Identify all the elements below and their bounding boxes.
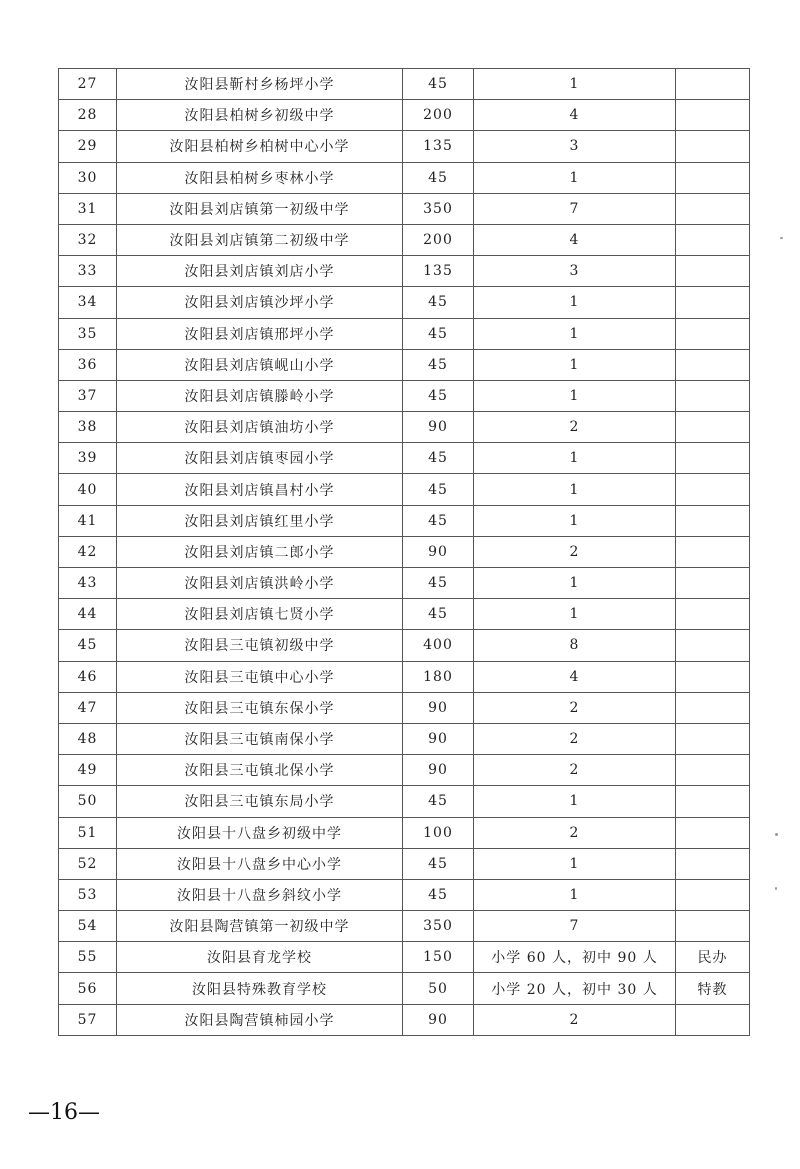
row-number-cell: 34	[59, 287, 117, 318]
table-row	[59, 349, 750, 380]
row-number-cell: 30	[59, 162, 117, 193]
row-number-cell: 47	[59, 692, 117, 723]
school-name-cell: 汝阳县刘店镇二郎小学	[117, 536, 403, 567]
remark-cell	[676, 443, 750, 474]
table-row	[59, 318, 750, 349]
table-row	[59, 287, 750, 318]
remark-cell	[676, 380, 750, 411]
remark-cell	[676, 848, 750, 879]
class-count-cell: 1	[474, 318, 676, 349]
row-number-cell: 31	[59, 193, 117, 224]
student-count-cell: 45	[403, 786, 474, 817]
class-count-cell: 2	[474, 723, 676, 754]
row-number-cell: 55	[59, 942, 117, 973]
class-count-cell: 4	[474, 661, 676, 692]
student-count-cell: 200	[403, 224, 474, 255]
table-row	[59, 193, 750, 224]
student-count-cell: 45	[403, 599, 474, 630]
student-count-cell: 45	[403, 69, 474, 100]
student-count-cell: 45	[403, 318, 474, 349]
table-row	[59, 630, 750, 661]
remark-cell	[676, 474, 750, 505]
class-count-cell: 1	[474, 287, 676, 318]
row-number-cell: 51	[59, 817, 117, 848]
class-count-cell: 1	[474, 879, 676, 910]
school-name-cell: 汝阳县刘店镇昌村小学	[117, 474, 403, 505]
school-name-cell: 汝阳县陶营镇第一初级中学	[117, 911, 403, 942]
student-count-cell: 45	[403, 505, 474, 536]
row-number-cell: 29	[59, 131, 117, 162]
class-count-cell: 7	[474, 911, 676, 942]
student-count-cell: 50	[403, 973, 474, 1004]
row-number-cell: 46	[59, 661, 117, 692]
table-row	[59, 786, 750, 817]
student-count-cell: 90	[403, 692, 474, 723]
class-count-cell: 4	[474, 224, 676, 255]
class-count-cell: 1	[474, 786, 676, 817]
school-name-cell: 汝阳县育龙学校	[117, 942, 403, 973]
table-row	[59, 817, 750, 848]
student-count-cell: 45	[403, 568, 474, 599]
student-count-cell: 45	[403, 349, 474, 380]
student-count-cell: 135	[403, 131, 474, 162]
student-count-cell: 400	[403, 630, 474, 661]
student-count-cell: 45	[403, 162, 474, 193]
school-name-cell: 汝阳县刘店镇邢坪小学	[117, 318, 403, 349]
school-name-cell: 汝阳县陶营镇柿园小学	[117, 1004, 403, 1035]
table-row	[59, 723, 750, 754]
remark-cell	[676, 69, 750, 100]
school-name-cell: 汝阳县十八盘乡中心小学	[117, 848, 403, 879]
remark-cell	[676, 318, 750, 349]
table-row	[59, 162, 750, 193]
remark-cell	[676, 1004, 750, 1035]
school-name-cell: 汝阳县刘店镇七贤小学	[117, 599, 403, 630]
school-table-container	[58, 68, 749, 1036]
row-number-cell: 42	[59, 536, 117, 567]
student-count-cell: 150	[403, 942, 474, 973]
remark-cell	[676, 817, 750, 848]
row-number-cell: 36	[59, 349, 117, 380]
table-row	[59, 599, 750, 630]
row-number-cell: 37	[59, 380, 117, 411]
school-name-cell: 汝阳县三屯镇初级中学	[117, 630, 403, 661]
class-count-cell: 1	[474, 443, 676, 474]
row-number-cell: 49	[59, 755, 117, 786]
class-count-cell: 1	[474, 69, 676, 100]
school-name-cell: 汝阳县三屯镇中心小学	[117, 661, 403, 692]
class-count-cell: 1	[474, 568, 676, 599]
remark-cell	[676, 100, 750, 131]
school-name-cell: 汝阳县柏树乡初级中学	[117, 100, 403, 131]
row-number-cell: 41	[59, 505, 117, 536]
student-count-cell: 90	[403, 723, 474, 754]
remark-cell	[676, 786, 750, 817]
remark-cell	[676, 911, 750, 942]
student-count-cell: 135	[403, 256, 474, 287]
row-number-cell: 44	[59, 599, 117, 630]
student-count-cell: 45	[403, 380, 474, 411]
school-name-cell: 汝阳县十八盘乡初级中学	[117, 817, 403, 848]
row-number-cell: 27	[59, 69, 117, 100]
class-count-cell: 2	[474, 412, 676, 443]
table-row	[59, 911, 750, 942]
school-name-cell: 汝阳县三屯镇南保小学	[117, 723, 403, 754]
student-count-cell: 90	[403, 755, 474, 786]
table-row	[59, 224, 750, 255]
student-count-cell: 350	[403, 911, 474, 942]
school-name-cell: 汝阳县刘店镇洪岭小学	[117, 568, 403, 599]
scan-speck	[775, 887, 777, 890]
school-name-cell: 汝阳县三屯镇东局小学	[117, 786, 403, 817]
school-name-cell: 汝阳县特殊教育学校	[117, 973, 403, 1004]
student-count-cell: 100	[403, 817, 474, 848]
remark-cell	[676, 568, 750, 599]
remark-cell	[676, 879, 750, 910]
class-count-cell: 8	[474, 630, 676, 661]
student-count-cell: 45	[403, 287, 474, 318]
class-count-cell: 1	[474, 848, 676, 879]
school-name-cell: 汝阳县三屯镇东保小学	[117, 692, 403, 723]
row-number-cell: 50	[59, 786, 117, 817]
row-number-cell: 28	[59, 100, 117, 131]
table-row	[59, 755, 750, 786]
table-row	[59, 848, 750, 879]
school-name-cell: 汝阳县十八盘乡斜纹小学	[117, 879, 403, 910]
row-number-cell: 35	[59, 318, 117, 349]
remark-cell	[676, 162, 750, 193]
row-number-cell: 53	[59, 879, 117, 910]
table-row	[59, 131, 750, 162]
class-count-cell: 3	[474, 131, 676, 162]
row-number-cell: 33	[59, 256, 117, 287]
remark-cell	[676, 755, 750, 786]
row-number-cell: 54	[59, 911, 117, 942]
scan-speck	[780, 237, 783, 239]
table-row	[59, 661, 750, 692]
table-row	[59, 380, 750, 411]
class-count-cell: 2	[474, 536, 676, 567]
remark-cell	[676, 661, 750, 692]
remark-cell	[676, 131, 750, 162]
remark-cell	[676, 224, 750, 255]
row-number-cell: 56	[59, 973, 117, 1004]
remark-cell	[676, 723, 750, 754]
remark-cell	[676, 412, 750, 443]
school-name-cell: 汝阳县刘店镇油坊小学	[117, 412, 403, 443]
table-row	[59, 474, 750, 505]
student-count-cell: 90	[403, 1004, 474, 1035]
class-count-cell: 2	[474, 1004, 676, 1035]
table-row	[59, 973, 750, 1004]
table-row	[59, 568, 750, 599]
class-count-cell: 2	[474, 692, 676, 723]
remark-cell: 民办	[676, 942, 750, 973]
row-number-cell: 48	[59, 723, 117, 754]
school-name-cell: 汝阳县刘店镇沙坪小学	[117, 287, 403, 318]
remark-cell	[676, 505, 750, 536]
remark-cell	[676, 536, 750, 567]
row-number-cell: 52	[59, 848, 117, 879]
table-row	[59, 443, 750, 474]
school-name-cell: 汝阳县柏树乡柏树中心小学	[117, 131, 403, 162]
school-name-cell: 汝阳县刘店镇第一初级中学	[117, 193, 403, 224]
row-number-cell: 32	[59, 224, 117, 255]
school-name-cell: 汝阳县靳村乡杨坪小学	[117, 69, 403, 100]
school-name-cell: 汝阳县刘店镇刘店小学	[117, 256, 403, 287]
table-row	[59, 412, 750, 443]
page-number: —16—	[28, 1100, 100, 1125]
student-count-cell: 45	[403, 443, 474, 474]
school-name-cell: 汝阳县刘店镇滕岭小学	[117, 380, 403, 411]
school-name-cell: 汝阳县柏树乡枣林小学	[117, 162, 403, 193]
row-number-cell: 38	[59, 412, 117, 443]
table-row	[59, 536, 750, 567]
school-name-cell: 汝阳县刘店镇枣园小学	[117, 443, 403, 474]
school-enrollment-table	[58, 68, 750, 1036]
class-count-cell: 1	[474, 474, 676, 505]
student-count-cell: 45	[403, 474, 474, 505]
class-count-cell: 1	[474, 380, 676, 411]
table-row	[59, 505, 750, 536]
remark-cell: 特教	[676, 973, 750, 1004]
class-count-cell: 1	[474, 599, 676, 630]
table-row	[59, 100, 750, 131]
class-count-cell: 小学 60 人，初中 90 人	[474, 942, 676, 973]
student-count-cell: 45	[403, 879, 474, 910]
remark-cell	[676, 349, 750, 380]
school-name-cell: 汝阳县刘店镇岘山小学	[117, 349, 403, 380]
student-count-cell: 45	[403, 848, 474, 879]
remark-cell	[676, 599, 750, 630]
remark-cell	[676, 692, 750, 723]
class-count-cell: 4	[474, 100, 676, 131]
class-count-cell: 7	[474, 193, 676, 224]
table-row	[59, 942, 750, 973]
student-count-cell: 90	[403, 412, 474, 443]
remark-cell	[676, 193, 750, 224]
class-count-cell: 2	[474, 755, 676, 786]
class-count-cell: 2	[474, 817, 676, 848]
table-row	[59, 256, 750, 287]
school-name-cell: 汝阳县三屯镇北保小学	[117, 755, 403, 786]
school-name-cell: 汝阳县刘店镇第二初级中学	[117, 224, 403, 255]
school-name-cell: 汝阳县刘店镇红里小学	[117, 505, 403, 536]
student-count-cell: 180	[403, 661, 474, 692]
remark-cell	[676, 630, 750, 661]
class-count-cell: 3	[474, 256, 676, 287]
student-count-cell: 350	[403, 193, 474, 224]
class-count-cell: 小学 20 人，初中 30 人	[474, 973, 676, 1004]
row-number-cell: 43	[59, 568, 117, 599]
table-body	[59, 69, 750, 1036]
table-row	[59, 692, 750, 723]
class-count-cell: 1	[474, 349, 676, 380]
student-count-cell: 90	[403, 536, 474, 567]
row-number-cell: 45	[59, 630, 117, 661]
row-number-cell: 57	[59, 1004, 117, 1035]
remark-cell	[676, 256, 750, 287]
table-row	[59, 69, 750, 100]
class-count-cell: 1	[474, 505, 676, 536]
table-row	[59, 879, 750, 910]
table-row	[59, 1004, 750, 1035]
student-count-cell: 200	[403, 100, 474, 131]
row-number-cell: 40	[59, 474, 117, 505]
scan-speck	[775, 833, 778, 836]
remark-cell	[676, 287, 750, 318]
class-count-cell: 1	[474, 162, 676, 193]
row-number-cell: 39	[59, 443, 117, 474]
